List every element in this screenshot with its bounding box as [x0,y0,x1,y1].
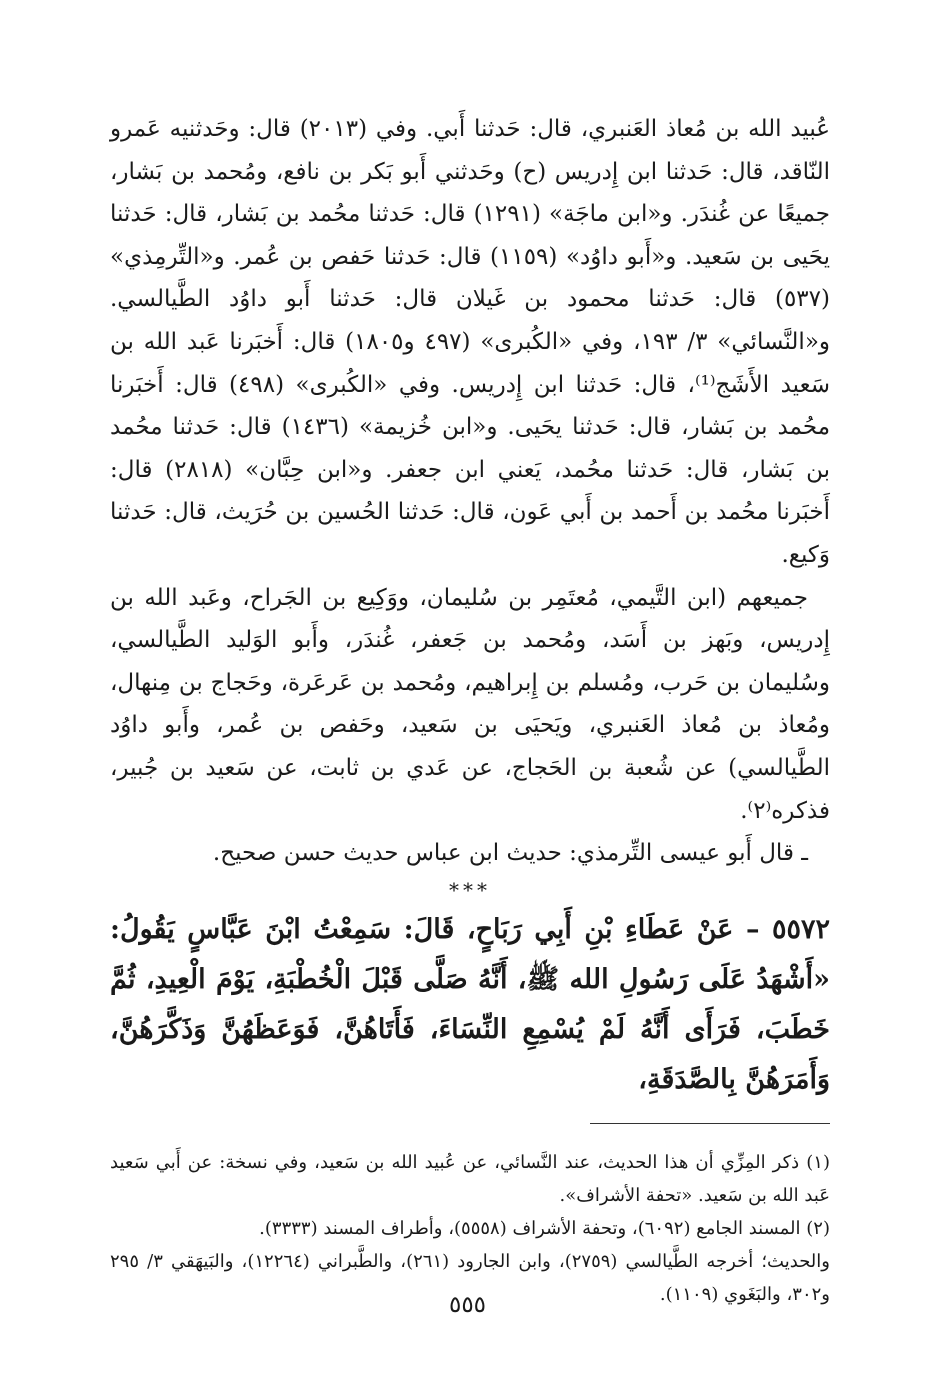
hadith-number: ٥٥٧٢ [772,913,831,945]
takhrij-paragraph-2: جميعهم (ابن التَّيمي، مُعتَمِر بن سُليمان، ووَكِيع بن الجَراح، وعَبد الله بن إِدريس، وبَهز بن أَسَد، ومُحمد بن جَعفر، غُندَر، وأَبو الوَليد الطَّيالسي، وسُليمان بن حَرب، ومُسلم بن إِبراهيم، ومُحمد بن عَرعَرة، وحَجاج بن مِنهال، ومُعاذ بن مُعاذ العَنبري، ويَحيَى بن سَعيد، وحَفص بن عُمر، وأَبو داوُد الطَّيالسي) عن شُعبة بن الحَجاج، عن عَدي بن ثابت، عن سَعيد بن جُبير، فذكره⁽٢⁾. [110,584,830,824]
footnote-divider [590,1123,830,1124]
page-content [110,108,830,1311]
tirmidhi-note: ـ قال أَبو عيسى التِّرمذي: حديث ابن عباس حديث حسن صحيح. [212,840,808,867]
page-number: ٥٥٥ [448,1292,487,1318]
footnote-2-continued: والحديث؛ أخرجه الطَّيالسي (٢٧٥٩)، وابن الجارود (٢٦١)، والطَّبراني (١٢٢٦٤)، والبَيهَقي ٣/ ٢٩٥ و٣٠٢، والبَغَوي (١١٠٩). [110,1250,830,1305]
hadith-text [110,905,830,1105]
footnote-2: (٢) المسند الجامع (٦٠٩٢)، وتحفة الأشراف (٥٥٥٨)، وأطراف المسند (٣٣٣٣). [259,1217,830,1239]
hadith-body: – عَنْ عَطَاءِ بْنِ أَبِي رَبَاحٍ، قَالَ: سَمِعْتُ ابْنَ عَبَّاسٍ يَقُولُ: «أَشْهَدُ عَلَى رَسُولِ الله ﷺ، أَنَّهُ صَلَّى قَبْلَ الْخُطْبَةِ، يَوْمَ الْعِيدِ، ثُمَّ خَطَبَ، فَرَأَى أَنَّهُ لَمْ يُسْمِعِ النِّسَاءَ، فَأَتَاهُنَّ، فَوَعَظَهُنَّ وَذَكَّرَهُنَّ، وَأَمَرَهُنَّ بِالصَّدَقَةِ، [110,913,830,1095]
takhrij-paragraph-1: عُبيد الله بن مُعاذ العَنبري، قال: حَدثنا أَبي. وفي (٢٠١٣) قال: وحَدثنيه عَمرو النّاقد، قال: حَدثنا ابن إِدريس (ح) وحَدثني أَبو بَكر بن نافع، ومُحمد بن بَشار، جميعًا عن غُندَر. و«ابن ماجَة» (١٢٩١) قال: حَدثنا محُمد بن بَشار، قال: حَدثنا يحَيى بن سَعيد. و«أَبو داوُد» (١١٥٩) قال: حَدثنا حَفص بن عُمر. و«التِّرمِذي» (٥٣٧) قال: حَدثنا محمود بن غَيلان قال: حَدثنا أَبو داوُد الطَّيالسي. و«النَّسائي» ٣/ ١٩٣، وفي «الكُبرى» (٤٩٧ و١٨٠٥) قال: أَخبَرنا عَبد الله بن سَعيد الأَشَج⁽¹⁾، قال: حَدثنا ابن إِدريس. وفي «الكُبرى» (٤٩٨) قال: أَخبَرنا محُمد بن بَشار، قال: حَدثنا يحَيى. و«ابن خُزيمة» (١٤٣٦) قال: حَدثنا محُمد بن بَشار، قال: حَدثنا محُمد، يَعني ابن جعفر. و«ابن حِبَّان» (٢٨١٨) قال: أَخبَرنا محُمد بن أَحمد بن أَبي عَون، قال: حَدثنا الحُسين بن حُرَيث، قال: حَدثنا وَكيع. [110,116,831,568]
footnote-1: (١) ذكر المِزِّي أن هذا الحديث، عند النَّسائي، عن عُبيد الله بن سَعيد، وفي نسخة: عن أَبي سَعيد عَبد الله بن سَعيد. «تحفة الأشراف». [110,1151,830,1206]
section-separator: *** [449,877,491,902]
